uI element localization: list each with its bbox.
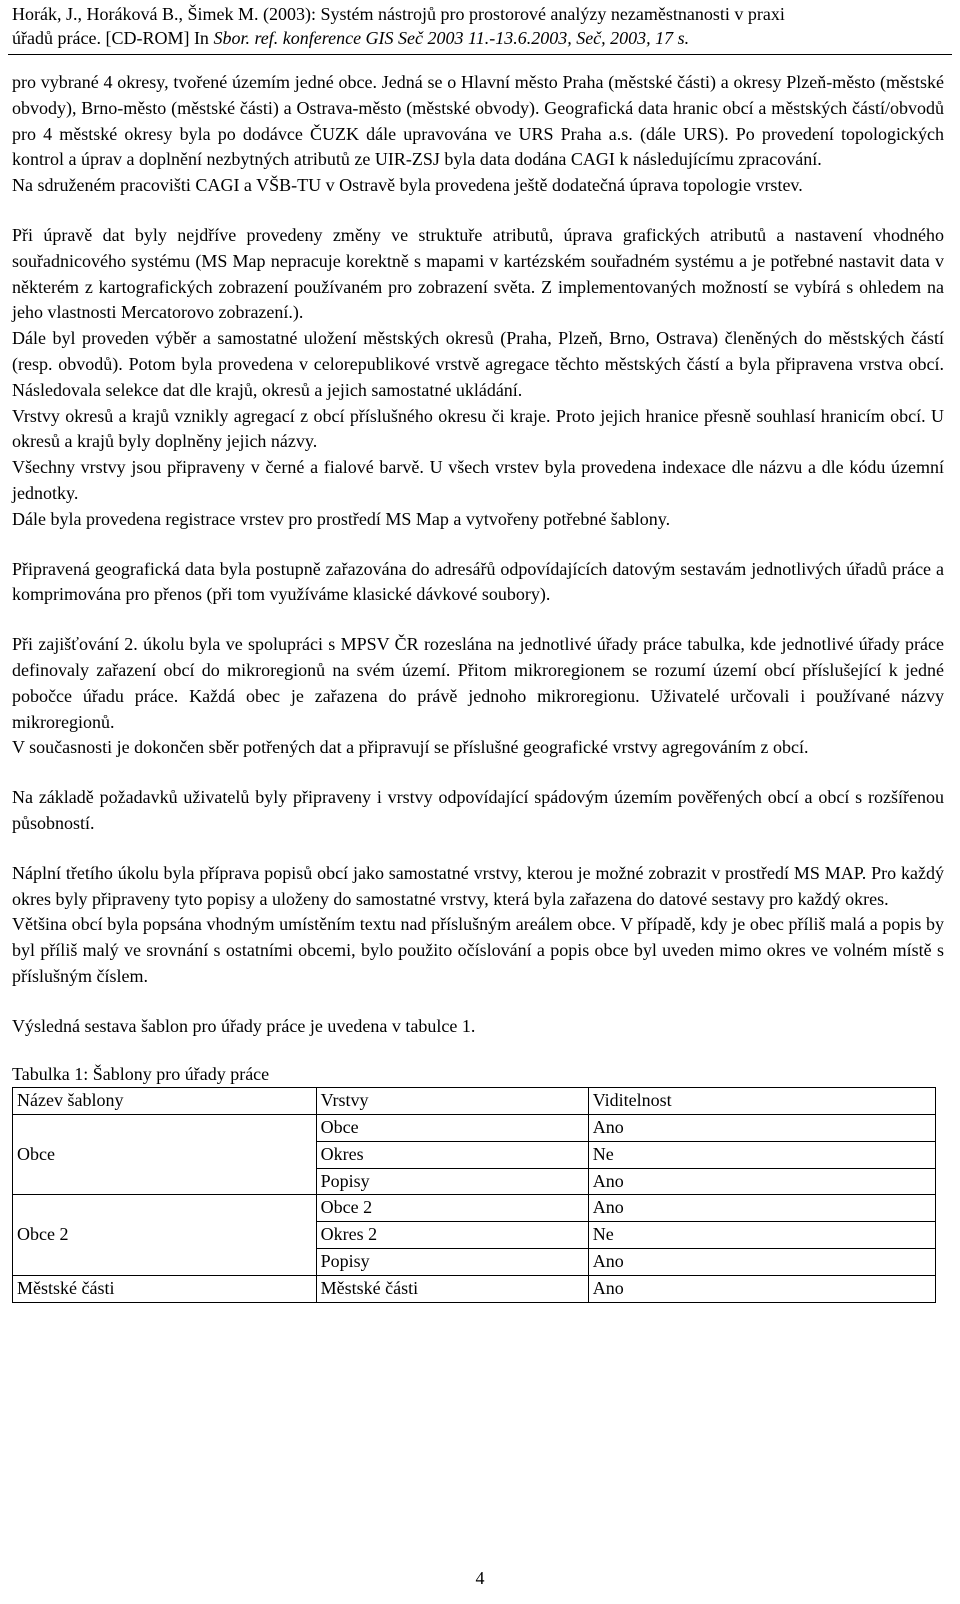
layer-cell: Popisy (316, 1249, 588, 1276)
table-row (13, 1115, 936, 1142)
page-header (12, 2, 948, 50)
paragraph-gap (12, 761, 944, 785)
document-body (12, 70, 944, 1303)
paragraph-gap (12, 608, 944, 632)
header-citation-line1: Horák, J., Horáková B., Šimek M. (2003): Systém nástrojů pro prostorové analýzy nezaměstnanosti v praxi (12, 4, 785, 24)
paragraph: Většina obcí byla popsána vhodným umístěním textu nad příslušným areálem obce. V případě, kdy je obec příliš malá a popis by byl příliš malý ve srovnání s ostatními obcemi, bylo použito očíslování a popis obce byl uveden mimo okres ve volném místě s příslušným číslem. (12, 914, 944, 986)
paragraph: Při zajišťování 2. úkolu byla ve spolupráci s MPSV ČR rozeslána na jednotlivé úřady práce tabulka, kde jednotlivé úřady práce definovaly zařazení obcí do mikroregionů na svém území. Přitom mikroregionem se rozumí území obcí příslušející k jedné pobočce úřadu práce. Každá obec je zařazena do právě jednoho mikroregionu. Uživatelé určovali i používané názvy mikroregionů. (12, 634, 944, 732)
visibility-cell: Ne (588, 1141, 935, 1168)
paragraph: Na sdruženém pracovišti CAGI a VŠB-TU v Ostravě byla provedena ještě dodatečná úprava topologie vrstev. (12, 175, 803, 196)
paragraph-gap (12, 533, 944, 557)
table-header-row (13, 1088, 936, 1115)
paragraph: Připravená geografická data byla postupně zařazována do adresářů odpovídajících datovým sestavám jednotlivých úřadů práce a komprimována pro přenos (při tom využíváme klasické dávkové soubory). (12, 558, 944, 605)
table-header-cell: Název šablony (13, 1088, 317, 1115)
template-name-cell: Obce (13, 1115, 317, 1195)
paragraph: Výsledná sestava šablon pro úřady práce je uvedena v tabulce 1. (12, 1015, 476, 1036)
layer-cell: Okres (316, 1141, 588, 1168)
header-citation-line2 (12, 26, 948, 50)
table-header-cell: Vrstvy (316, 1088, 588, 1115)
paragraph: Dále byl proveden výběr a samostatné uložení městských okresů (Praha, Plzeň, Brno, Ostrava) členěných do městských částí (resp. obvodů). Potom byla provedena v celorepublikové vrstvě agregace těchto městských částí a byla připravena vrstva obcí. Následovala selekce dat dle krajů, okresů a jejich samostatné ukládání. (12, 328, 944, 400)
visibility-cell: Ano (588, 1195, 935, 1222)
paragraph: Vrstvy okresů a krajů vznikly agregací z obcí příslušného okresu či kraje. Proto jejich hranice přesně souhlasí hranicím obcí. U okresů a krajů byly doplněny jejich názvy. (12, 405, 944, 452)
visibility-cell: Ano (588, 1249, 935, 1276)
paragraph: Všechny vrstvy jsou připraveny v černé a fialové barvě. U všech vrstev byla provedena indexace dle názvu a dle kódu územní jednotky. (12, 457, 944, 503)
table-header-cell: Viditelnost (588, 1088, 935, 1115)
paragraph: pro vybrané 4 okresy, tvořené územím jedné obce. Jedná se o Hlavní město Praha (městské části) a okresy Plzeň-město (městské obvody), Brno-město (městské části) a Ostrava-město (městské obvody). Geografická data hranic obcí a městských částí/obvodů pro 4 městské okresy byla po dodávce ČUZK dále upravována ve URS Praha a.s. (dále URS). Po provedení topologických kontrol a úprav a doplnění nezbytných atributů ze UIR-ZSJ byla data dodána CAGI k následujícímu zpracování. (12, 72, 944, 170)
table-row (13, 1195, 936, 1222)
layer-cell: Okres 2 (316, 1222, 588, 1249)
templates-table (12, 1087, 936, 1302)
paragraph-gap (12, 990, 944, 1014)
paragraph-gap (12, 837, 944, 861)
table-caption: Tabulka 1: Šablony pro úřady práce (12, 1063, 270, 1084)
layer-cell: Obce 2 (316, 1195, 588, 1222)
header-divider (8, 54, 952, 55)
visibility-cell: Ano (588, 1168, 935, 1195)
visibility-cell: Ano (588, 1115, 935, 1142)
template-name-cell: Obce 2 (13, 1195, 317, 1275)
paragraph-gap (12, 199, 944, 223)
header-citation-prefix: úřadů práce. [CD-ROM] In (12, 28, 214, 48)
paragraph: V současnosti je dokončen sběr potřených dat a připravují se příslušné geografické vrstvy agregováním z obcí. (12, 737, 809, 758)
paragraph: Náplní třetího úkolu byla příprava popisů obcí jako samostatné vrstvy, kterou je možné zobrazit v prostředí MS MAP. Pro každý okres byly připraveny tyto popisy a uloženy do samostatné vrstvy, která byla zařazena do datové sestavy pro každý okres. (12, 862, 944, 909)
paragraph: Na základě požadavků uživatelů byly připraveny i vrstvy odpovídající spádovým územím pověřených obcí a obcí s rozšířenou působností. (12, 787, 944, 833)
paragraph: Při úpravě dat byly nejdříve provedeny změny ve struktuře atributů, úprava grafických atributů a nastavení vhodného souřadnicového systému (MS Map nepracuje korektně s mapami v kartézském souřadném systému a je potřebné nastavit data v některém z kartografických zobrazení používaném pro zobrazení světa. Z implementovaných možností se vybírá s ohledem na jeho vlastnosti Mercatorovo zobrazení.). (12, 224, 944, 323)
template-name-cell: Městské části (13, 1275, 317, 1302)
layer-cell: Obce (316, 1115, 588, 1142)
visibility-cell: Ne (588, 1222, 935, 1249)
layer-cell: Popisy (316, 1168, 588, 1195)
table-row (13, 1275, 936, 1302)
layer-cell: Městské části (316, 1275, 588, 1302)
visibility-cell: Ano (588, 1275, 935, 1302)
paragraph: Dále byla provedena registrace vrstev pro prostředí MS Map a vytvořeny potřebné šablony. (12, 508, 671, 529)
header-citation-source: Sbor. ref. konference GIS Seč 2003 11.-13.6.2003, Seč, 2003, 17 s. (213, 28, 690, 48)
page-number: 4 (475, 1568, 485, 1588)
